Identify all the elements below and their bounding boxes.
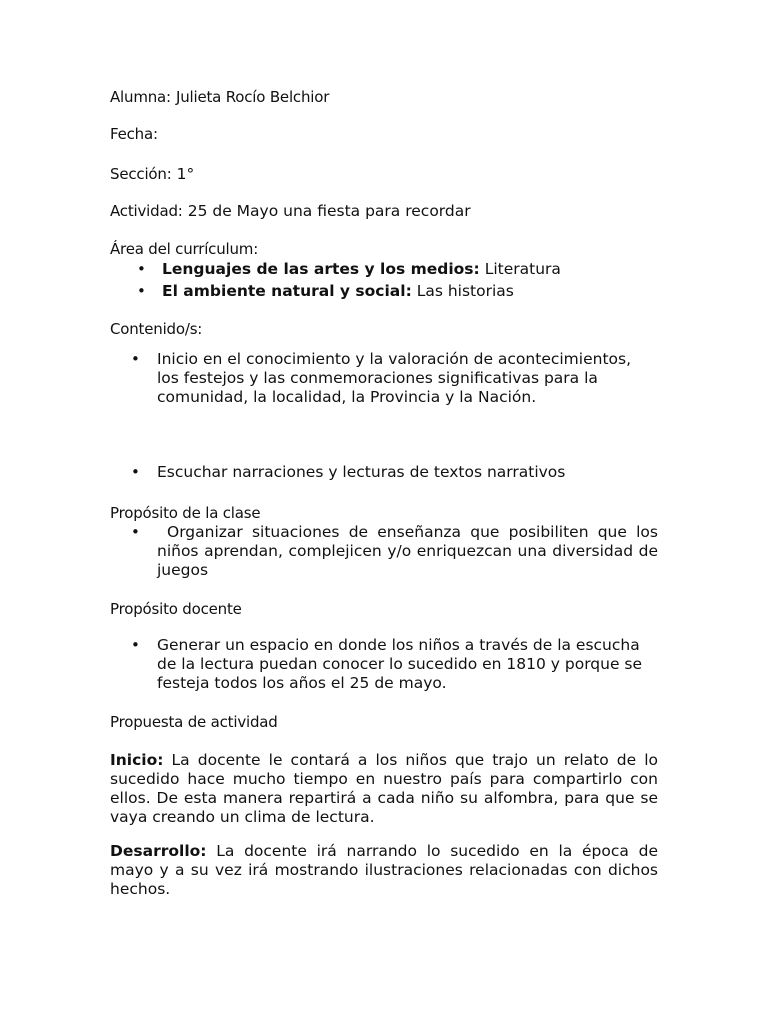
alumna-line bbox=[110, 87, 329, 106]
seccion-line bbox=[110, 164, 194, 183]
area-item-1 bbox=[162, 260, 561, 278]
inicio-label: Inicio: bbox=[110, 751, 164, 769]
area-item-2-text: Las historias bbox=[416, 282, 514, 300]
bullet-icon: • bbox=[137, 282, 146, 300]
proposito-clase-heading: Propósito de la clase bbox=[110, 504, 261, 522]
desarrollo-label: Desarrollo: bbox=[110, 842, 207, 860]
actividad-label: Actividad: bbox=[110, 202, 183, 220]
seccion-label: Sección: bbox=[110, 165, 172, 183]
proposito-docente-heading: Propósito docente bbox=[110, 600, 242, 618]
proposito-clase-item: Organizar situaciones de enseñanza que posibiliten que los niños aprendan, complejicen y/o enriquezcan una diversidad de juegos bbox=[157, 523, 658, 579]
desarrollo-text: La docente irá narrando lo sucedido en la época de mayo y a su vez irá mostrando ilustraciones relacionadas con dichos hechos. bbox=[110, 842, 658, 898]
alumna-label: Alumna: bbox=[110, 88, 171, 106]
area-item-2 bbox=[162, 282, 514, 300]
area-heading: Área del currículum: bbox=[110, 240, 259, 258]
bullet-icon: • bbox=[131, 350, 140, 368]
bullet-icon: • bbox=[131, 463, 140, 481]
inicio-text: La docente le contará a los niños que trajo un relato de lo sucedido hace mucho tiempo en nuestro país para compartirlo con ellos. De esta manera repartirá a cada niño su alfombra, para que se vaya creando un clima de lectura. bbox=[110, 751, 658, 826]
fecha-label: Fecha: bbox=[110, 125, 158, 143]
area-item-1-text: Literatura bbox=[484, 260, 561, 278]
seccion-value: 1° bbox=[176, 165, 195, 183]
contenidos-heading: Contenido/s: bbox=[110, 320, 203, 338]
bullet-icon: • bbox=[131, 636, 140, 654]
area-item-2-bold: El ambiente natural y social: bbox=[162, 282, 412, 300]
bullet-icon: • bbox=[131, 523, 140, 541]
proposito-docente-item: Generar un espacio en donde los niños a través de la escucha de la lectura puedan conocer lo sucedido en 1810 y porque se festeja todos los años el 25 de mayo. bbox=[157, 636, 643, 692]
contenido-item-1: Inicio en el conocimiento y la valoración de acontecimientos, los festejos y las conmemoraciones significativas para la comunidad, la localidad, la Provincia y la Nación. bbox=[157, 350, 632, 406]
actividad-value: 25 de Mayo una fiesta para recordar bbox=[187, 202, 471, 220]
actividad-line bbox=[110, 201, 471, 220]
desarrollo-paragraph bbox=[110, 842, 658, 899]
alumna-value: Julieta Rocío Belchior bbox=[176, 88, 330, 106]
bullet-icon: • bbox=[137, 260, 146, 278]
propuesta-heading: Propuesta de actividad bbox=[110, 713, 278, 731]
inicio-paragraph bbox=[110, 751, 658, 827]
area-item-1-bold: Lenguajes de las artes y los medios: bbox=[162, 260, 480, 278]
contenido-item-2: Escuchar narraciones y lecturas de textos narrativos bbox=[157, 463, 566, 481]
